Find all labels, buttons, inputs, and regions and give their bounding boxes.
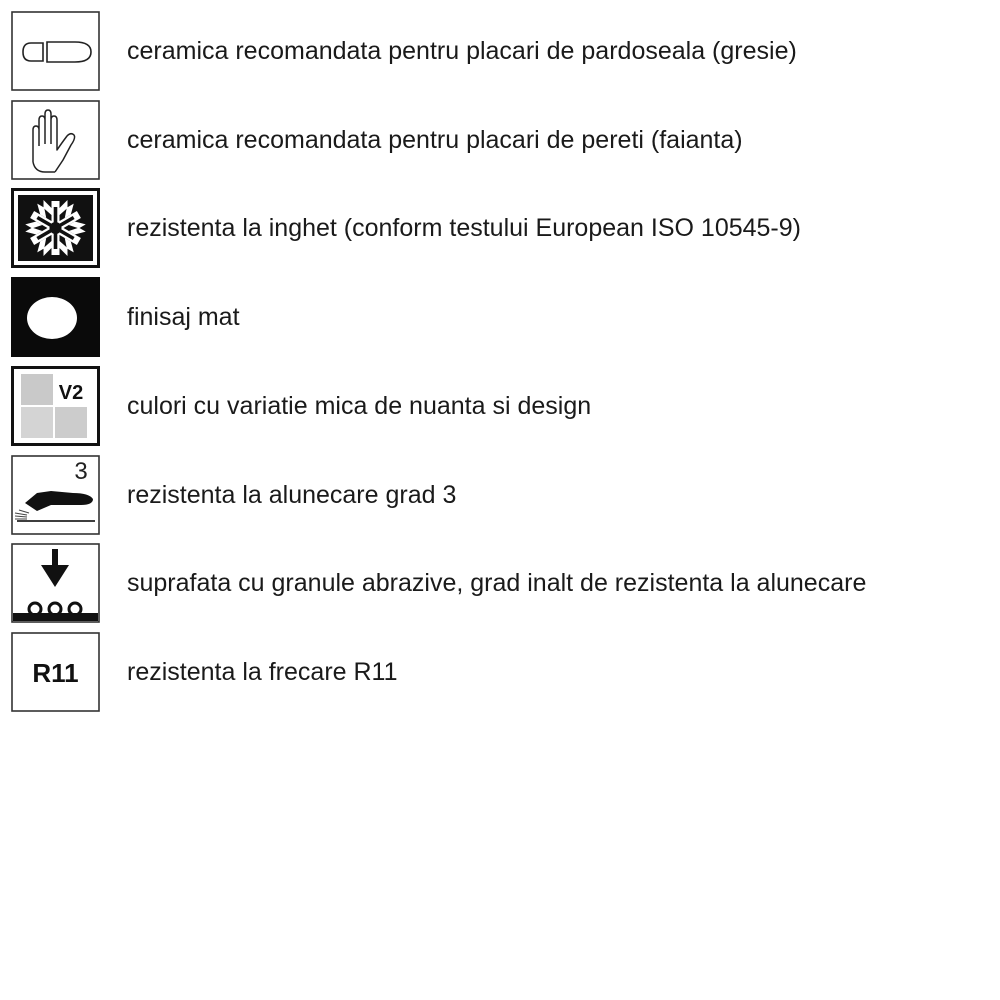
legend-item-matte-finish	[11, 277, 991, 358]
legend-label: finisaj mat	[127, 302, 240, 331]
hand-icon	[11, 100, 100, 180]
symbol-legend	[11, 11, 991, 720]
v2-badge: V2	[58, 382, 84, 404]
legend-item-wall-tiles	[11, 100, 991, 180]
legend-label: rezistenta la frecare R11	[127, 657, 398, 686]
slip-resistance-shoe-icon	[11, 455, 100, 535]
legend-label: suprafata cu granule abrazive, grad inalt de rezistenta la alunecare	[127, 569, 867, 597]
legend-item-floor-tiles	[11, 11, 991, 91]
legend-label: rezistenta la inghet (conform testului European ISO 10545-9)	[127, 214, 801, 242]
r11-badge: R11	[32, 657, 79, 688]
legend-label: rezistenta la alunecare grad 3	[127, 480, 457, 509]
legend-item-friction-rating	[11, 632, 991, 712]
legend-item-frost-resistance	[11, 188, 991, 268]
legend-label: culori cu variatie mica de nuanta si design	[127, 392, 592, 420]
legend-item-color-variation	[11, 366, 991, 446]
snowflake-icon	[11, 188, 100, 268]
color-variation-v2-icon	[11, 366, 100, 446]
matte-circle-icon	[11, 277, 100, 357]
legend-label: ceramica recomandata pentru placari de pereti (faianta)	[127, 125, 743, 154]
r11-rating-icon	[11, 632, 100, 712]
legend-item-slip-resistance	[11, 455, 991, 535]
abrasive-granules-icon	[11, 543, 100, 623]
legend-item-abrasive-surface	[11, 543, 991, 623]
legend-label: ceramica recomandata pentru placari de pardoseala (gresie)	[127, 37, 797, 65]
footprint-icon	[11, 11, 100, 91]
slip-grade-badge: 3	[74, 457, 88, 485]
